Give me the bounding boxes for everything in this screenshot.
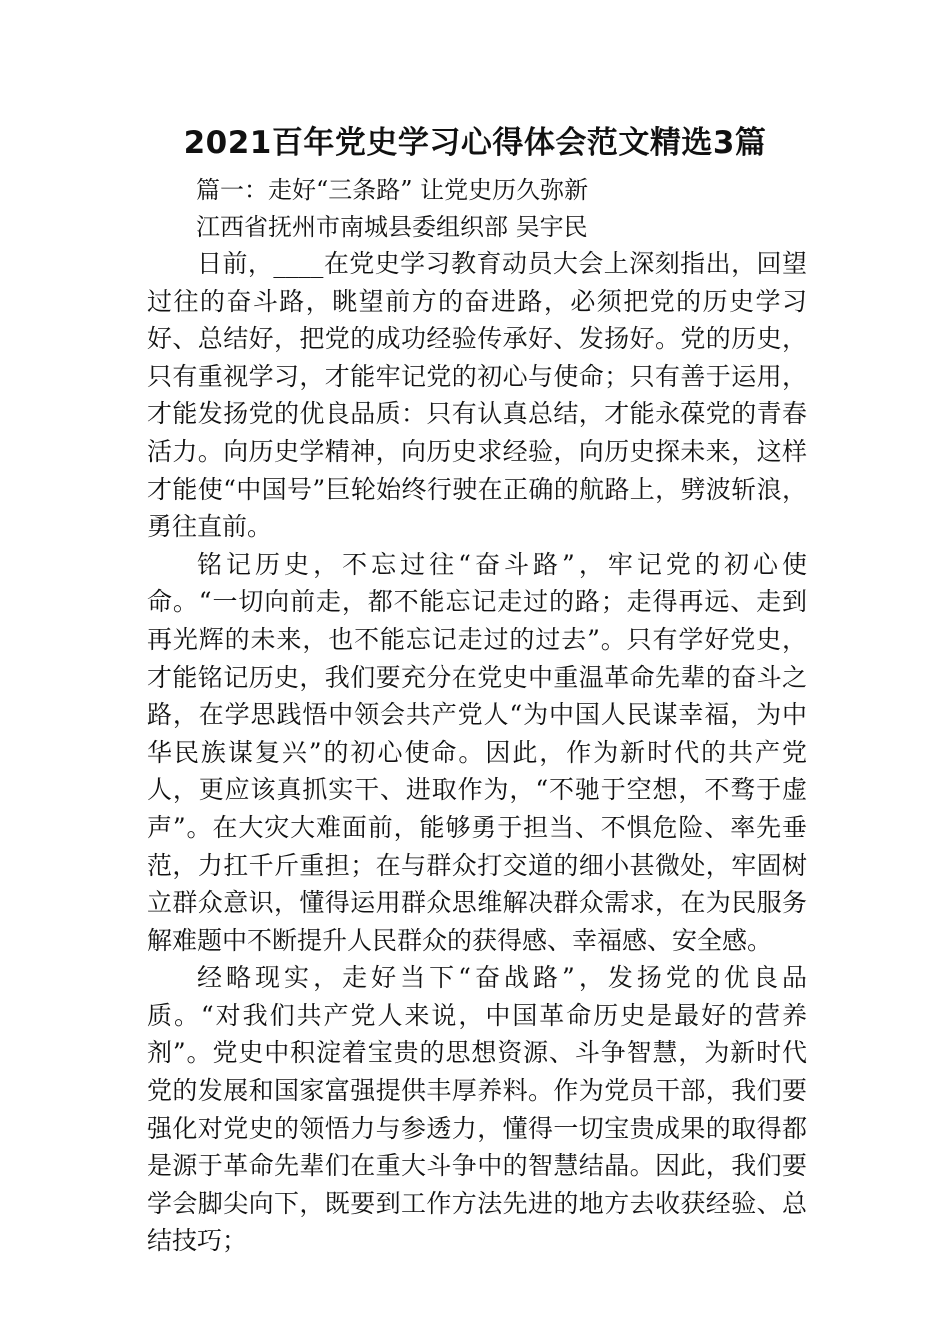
article-subtitle: 篇一：走好“三条路” 让党史历久弥新 [196, 176, 589, 204]
document-title: 2021百年党史学习心得体会范文精选3篇 [183, 125, 767, 161]
body-paragraph-2: 铭记历史，不忘过往“奋斗路”，牢记党的初心使命。“一切向前走，都不能忘记走过的路；走得再远、走到再光辉的未来，也不能忘记走过的过去”。只有学好党史，才能铭记历史，我们要充分在党史中重温革命先辈的奋斗之路，在学思践悟中领会共产党人“为中国人民谋幸福，为中华民族谋复兴”的初心使命。因此，作为新时代的共产党人，更应该真抓实干、进取作为，“不驰于空想，不骛于虚声”。在大灾大难面前，能够勇于担当、不惧危险、率先垂范，力扛千斤重担；在与群众打交道的细小甚微处，牢固树立群众意识，懂得运用群众思维解决群众需求，在为民服务解难题中不断提升人民群众的获得感、幸福感、安全感。 [147, 549, 807, 955]
article-body [147, 245, 807, 1260]
article-author: 江西省抚州市南城县委组织部 吴宇民 [196, 213, 588, 241]
body-paragraph-3: 经略现实，走好当下“奋战路”，发扬党的优良品质。“对我们共产党人来说，中国革命历史是最好的营养剂”。党史中积淀着宝贵的思想资源、斗争智慧，为新时代党的发展和国家富强提供丰厚养料。作为党员干部，我们要强化对党史的领悟力与参透力，懂得一切宝贵成果的取得都是源于革命先辈们在重大斗争中的智慧结晶。因此，我们要学会脚尖向下，既要到工作方法先进的地方去收获经验、总结技巧； [147, 963, 807, 1256]
body-paragraph-1: 日前，____在党史学习教育动员大会上深刻指出，回望过往的奋斗路，眺望前方的奋进路，必须把党的历史学习好、总结好，把党的成功经验传承好、发扬好。党的历史，只有重视学习，才能牢记党的初心与使命；只有善于运用，才能发扬党的优良品质：只有认真总结，才能永葆党的青春活力。向历史学精神，向历史求经验，向历史探未来，这样才能使“中国号”巨轮始终行驶在正确的航路上，劈波斩浪，勇往直前。 [147, 249, 807, 542]
